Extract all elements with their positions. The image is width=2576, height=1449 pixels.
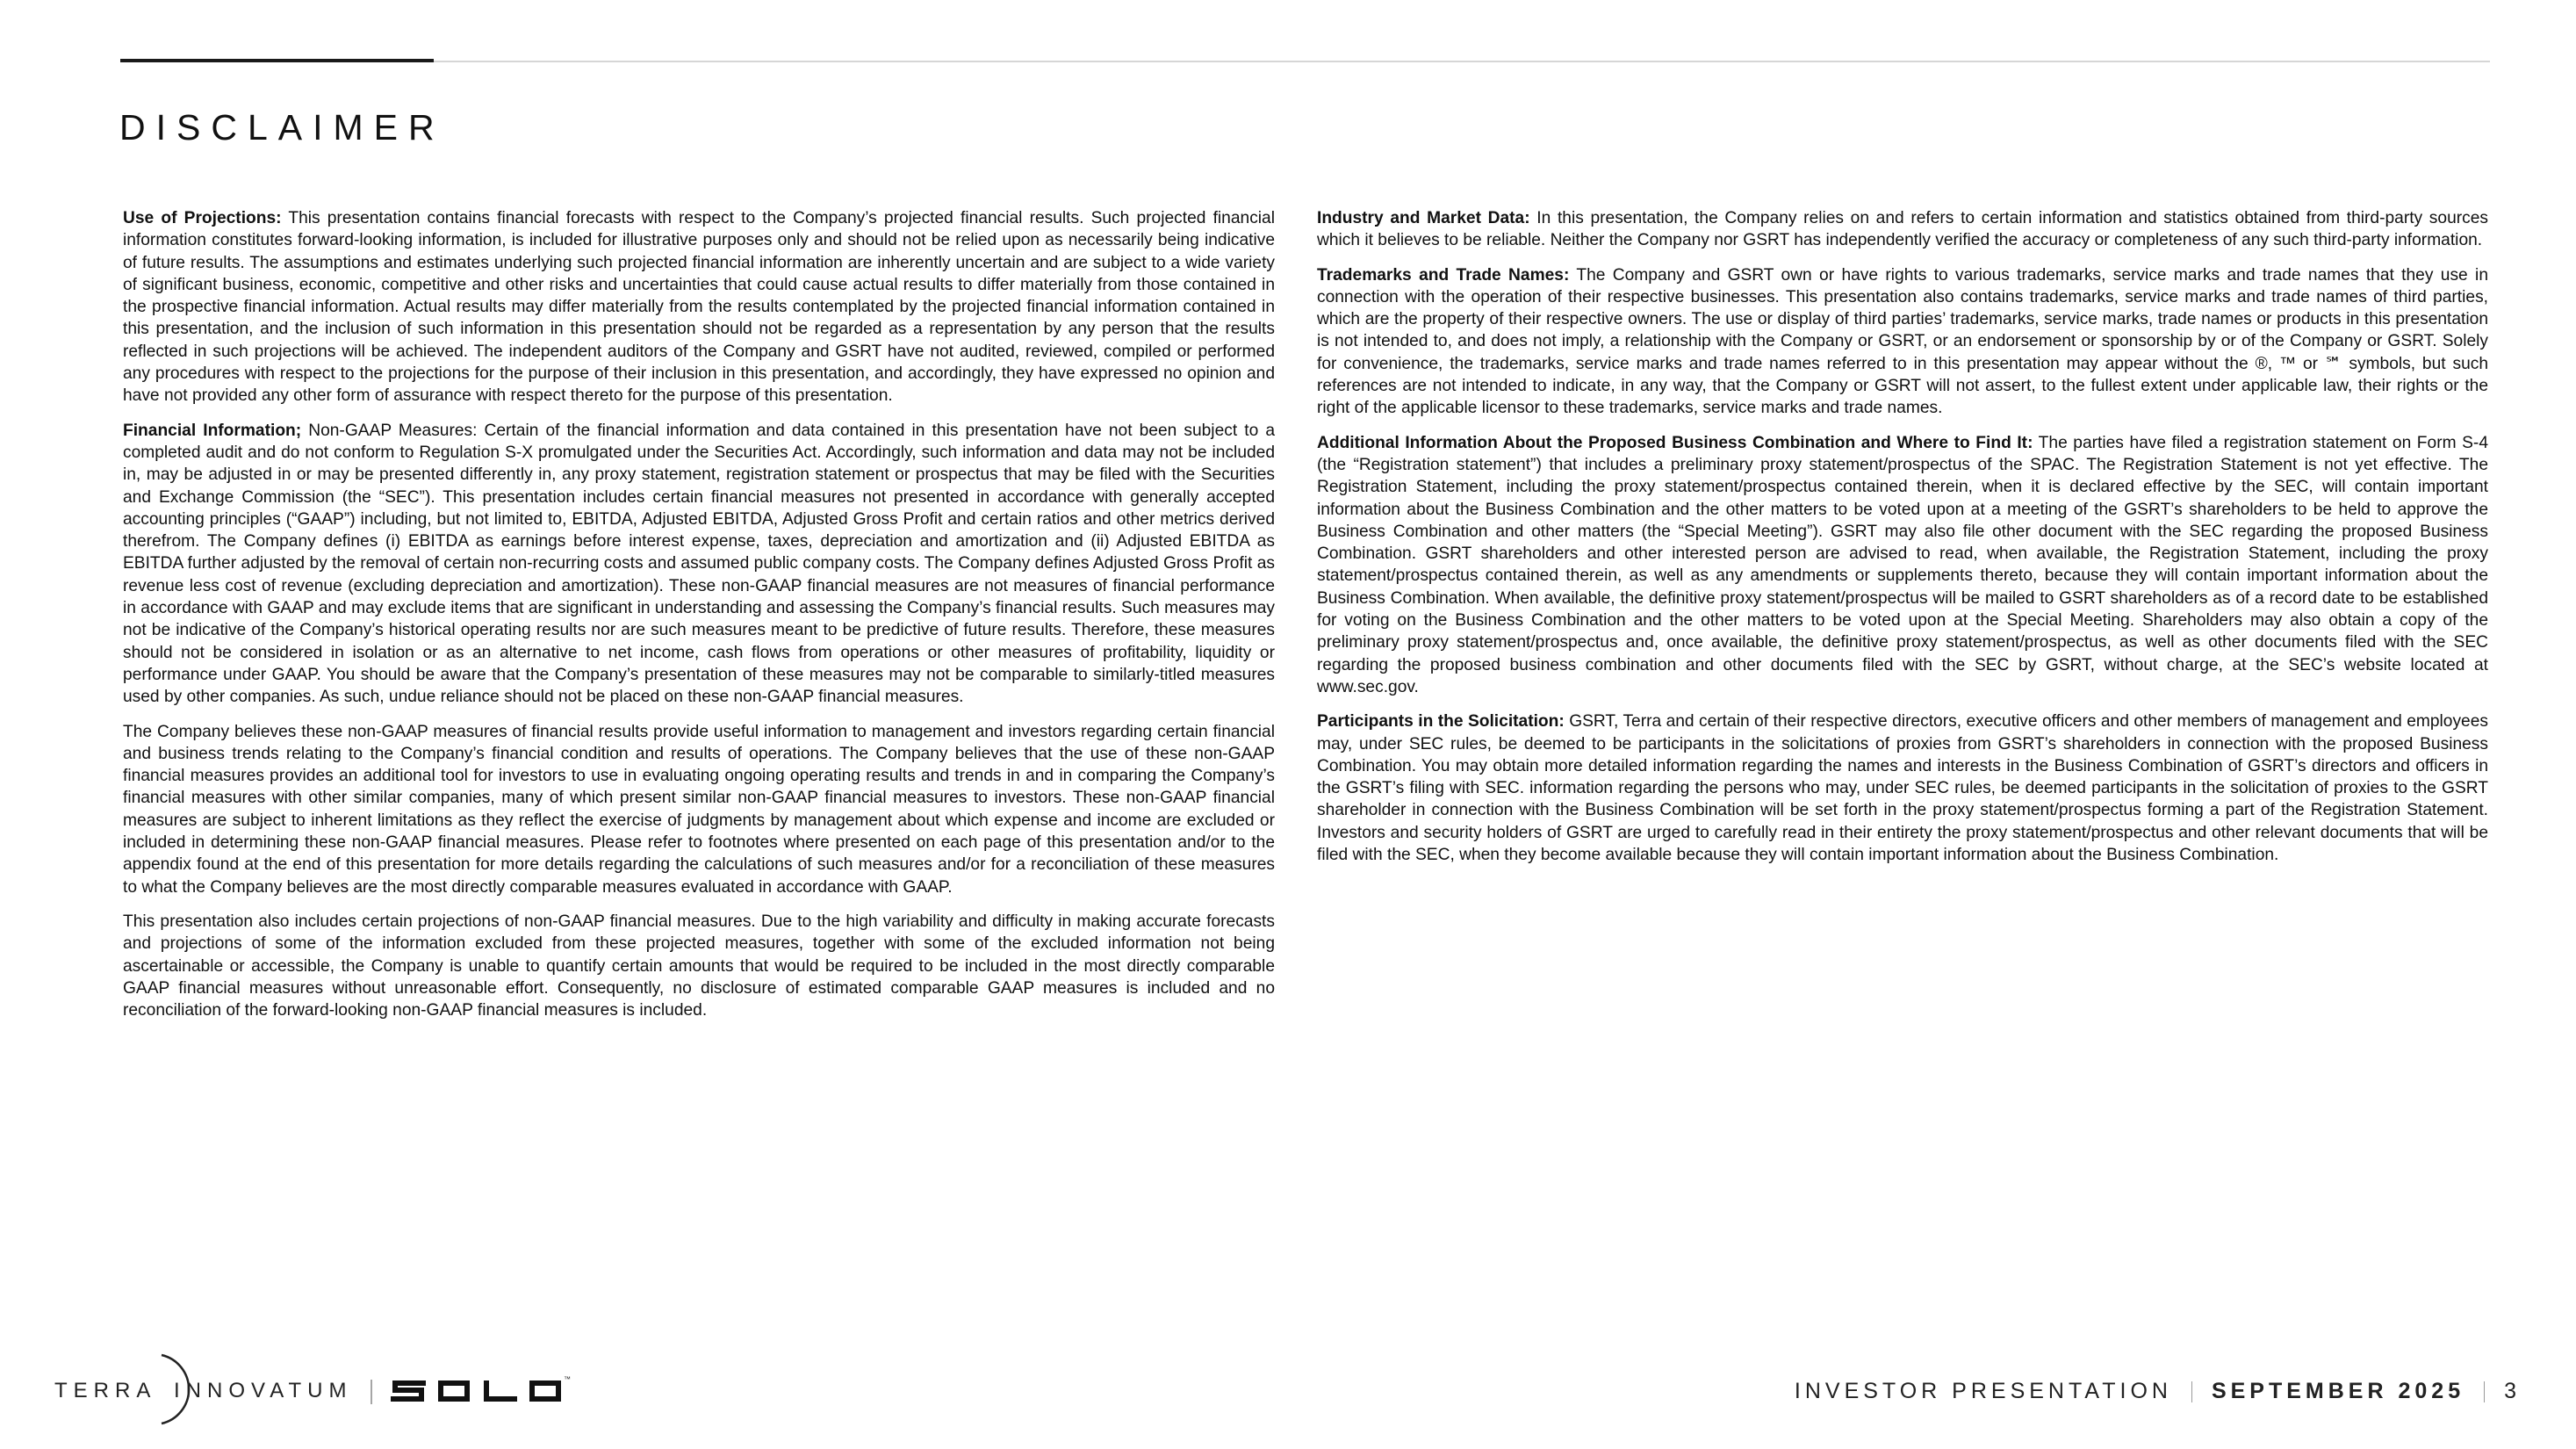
industry-market-data-heading: Industry and Market Data: (1317, 209, 1530, 227)
participants-heading: Participants in the Solicitation: (1317, 712, 1565, 732)
financial-information-paragraph (123, 420, 1275, 709)
trademarks-heading: Trademarks and Trade Names: (1317, 265, 1570, 285)
non-gaap-projections-paragraph: This presentation also includes certain projections of non-GAAP financial measures. Due to the high variability and difficulty in making accurate forecasts and projections of some of the information excluded from these projected measures, together with some of the excluded information not being ascertainable or accessible, the Company is unable to quantify certain amounts that would be required to be included in the most directly comparable GAAP financial measures without unreasonable effort. Consequently, no disclosure of estimated comparable GAAP measures is included and no reconciliation of the forward-looking non-GAAP financial measures is included. (123, 912, 1275, 1020)
additional-information-heading: Additional Information About the Proposed Business Combination and Where to Find It: (1317, 433, 2033, 452)
solo-wordmark-icon (393, 1383, 558, 1399)
trademarks-paragraph (1317, 264, 2488, 420)
page-title: DISCLAIMER (119, 107, 445, 148)
additional-information-paragraph (1317, 432, 2488, 699)
footer-divider (2484, 1381, 2485, 1402)
svg-text:™: ™ (564, 1375, 571, 1383)
header-rule (120, 61, 2490, 62)
right-column (1317, 207, 2488, 878)
use-of-projections-paragraph (123, 207, 1275, 407)
date-label: SEPTEMBER 2025 (2211, 1379, 2465, 1403)
terra-innovatum-solo-logo (51, 1348, 595, 1429)
trademarks-text: The Company and GSRT own or have rights to various trademarks, service marks and trade names that they use in connection with the operation of their respective businesses. This presentation also contains trademarks, service marks and trade names of third parties, which are the property of their respective owners. The use or display of third parties’ trademarks, service marks, trade names or products in this presentation is not intended to, and does not imply, a relationship with the Company or GSRT, or an endorsement or sponsorship by or of the Company or GSRT. Solely for convenience, the trademarks, service marks and trade names referred to in this presentation may appear without the ®, ™ or ℠ symbols, but such references are not intended to indicate, in any way, that the Company or GSRT will not assert, to the fullest extent under applicable law, their rights or the right of the applicable licensor to these trademarks, service marks and trade names. (1317, 265, 2488, 418)
header-rule-accent (120, 59, 434, 62)
industry-market-data-paragraph (1317, 207, 2488, 252)
financial-information-text: Non-GAAP Measures: Certain of the financial information and data contained in this presentation have not been subject to a completed audit and do not conform to Regulation S-X promulgated under the Securities Act. Accordingly, such information and data may not be included in, may be adjusted in or may be presented differently in, any proxy statement, registration statement or prospectus that may be filed with the Securities and Exchange Commission (the “SEC”). This presentation includes certain financial measures not presented in accordance with generally accepted accounting principles (“GAAP”) including, but not limited to, EBITDA, Adjusted EBITDA, Adjusted Gross Profit and certain ratios and other metrics derived therefrom. The Company defines (i) EBITDA as earnings before interest expense, taxes, depreciation and amortization and (ii) Adjusted EBITDA as EBITDA further adjusted by the removal of certain non-recurring costs and assumed public company costs. The Company defines Adjusted Gross Profit as revenue less cost of revenue (excluding depreciation and amortization). These non-GAAP financial measures are not measures of financial performance in accordance with GAAP and may exclude items that are significant in understanding and assessing the Company’s financial results. Such measures may not be indicative of the Company’s historical operating results nor are such measures meant to be predictive of future results. Therefore, these measures should not be considered in isolation or as an alternative to net income, cash flows from operations or other measures of profitability, liquidity or performance under GAAP. You should be aware that the Company’s presentation of these measures may not be comparable to similarly-titled measures used by other companies. As such, undue reliance should not be placed on these non-GAAP financial measures. (123, 421, 1275, 707)
participants-paragraph (1317, 710, 2488, 866)
footer-info (1795, 1379, 2516, 1404)
svg-text:TERRA: TERRA (54, 1379, 157, 1402)
page-number: 3 (2504, 1379, 2516, 1403)
industry-market-data-text: In this presentation, the Company relies on and refers to certain information and statistics obtained from third-party sources which it believes to be reliable. Neither the Company nor GSRT has independently verified the accuracy or completeness of any such third-party information. (1317, 209, 2488, 250)
use-of-projections-text: This presentation contains financial forecasts with respect to the Company’s projected financial results. Such projected financial information constitutes forward-looking information, is included for illustrative purposes only and should not be relied upon as necessarily being indicative of future results. The assumptions and estimates underlying such projected financial information are inherently uncertain and are subject to a wide variety of significant business, economic, competitive and other risks and uncertainties that could cause actual results to differ materially from those contained in the prospective financial information. Actual results may differ materially from the results contemplated by the projected financial information contained in this presentation, and the inclusion of such information in this presentation should not be regarded as a representation by any person that the results reflected in such projections will be achieved. The independent auditors of the Company and GSRT have not audited, reviewed, compiled or performed any procedures with respect to the projections for the purpose of their inclusion in this presentation, and accordingly, they have expressed no opinion and have not provided any other form of assurance with respect thereto for the purpose of this presentation. (123, 209, 1275, 406)
deck-label: INVESTOR PRESENTATION (1794, 1379, 2172, 1403)
financial-information-heading: Financial Information; (123, 421, 302, 440)
non-gaap-belief-paragraph: The Company believes these non-GAAP measures of financial results provide useful information to management and investors regarding certain financial and business trends relating to the Company’s financial condition and results of operations. The Company believes that the use of these non-GAAP financial measures provides an additional tool for investors to use in evaluating ongoing operating results and trends in and in comparing the Company’s financial measures with other similar companies, many of which present similar non-GAAP financial measures to investors. These non-GAAP financial measures are subject to inherent limitations as they reflect the exercise of judgments by management about which expense and income are excluded or included in determining these non-GAAP financial measures. Please refer to footnotes where presented on each page of this presentation and/or to the appendix found at the end of this presentation for more details regarding the calculations of such measures and/or for a reconciliation of these measures to what the Company believes are the most directly comparable measures evaluated in accordance with GAAP. (123, 722, 1275, 897)
additional-information-text: The parties have filed a registration statement on Form S-4 (the “Registration statement”) that includes a preliminary proxy statement/prospectus of the SPAC. The Registration Statement is not yet effective. The Registration Statement, including the proxy statement/prospectus contained therein, when it is declared effective by the SEC, will contain important information about the Business Combination and the other matters to be voted upon at a meeting of the GSRT’s shareholders to be held to approve the Business Combination and other matters (the “Special Meeting”). GSRT may also file other document with the SEC regarding the proposed Business Combination. GSRT shareholders and other interested person are advised to read, when available, the Registration Statement, including the proxy statement/prospectus contained therein, as well as any amendments or supplements thereto, because they will contain important information about the Business Combination. When available, the definitive proxy statement/prospectus will be mailed to GSRT shareholders as of a record date to be established for voting on the Business Combination and the other matters to be voted upon at the Special Meeting. Shareholders may also obtain a copy of the preliminary proxy statement/prospectus and, once available, the definitive proxy statement/prospectus, as well as other documents filed with the SEC regarding the proposed business combination and other documents filed with the SEC by GSRT, without charge, at the SEC’s website located at www.sec.gov. (1317, 433, 2488, 696)
participants-text: GSRT, Terra and certain of their respective directors, executive officers and other members of management and employees may, under SEC rules, be deemed to be participants in the solicitations of proxies from GSRT’s shareholders in connection with the proposed Business Combination. You may obtain more detailed information regarding the names and interests in the Business Combination of GSRT’s directors and officers in the GSRT’s filing with SEC. information regarding the persons who may, under SEC rules, be deemed participants in the solicitation of proxies to the GSRT shareholder in connection with the Business Combination will be set forth in the proxy statement/prospectus forming a part of the Registration Statement. Investors and security holders of GSRT are urged to carefully read in their entirety the proxy statement/prospectus and other relevant documents that will be filed with the SEC, when they become available because they will contain important information about the Business Combination. (1317, 712, 2488, 865)
use-of-projections-heading: Use of Projections: (123, 209, 282, 227)
left-column (123, 207, 1275, 1034)
footer-divider (2191, 1381, 2192, 1402)
svg-text:INNOVATUM: INNOVATUM (174, 1379, 353, 1402)
